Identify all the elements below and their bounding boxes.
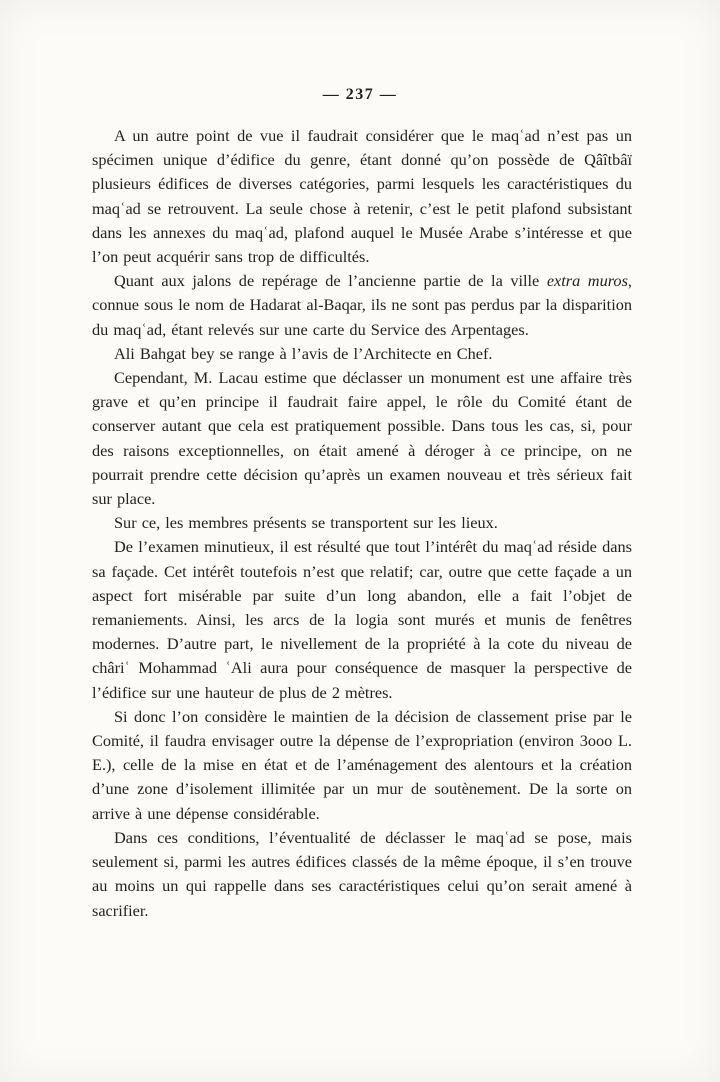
text-run: Ali Bahgat bey se range à l’avis de l’Architecte en Chef. — [114, 343, 493, 363]
paragraph — [92, 124, 632, 269]
italic-run: extra muros — [546, 271, 628, 291]
paragraph — [92, 535, 632, 704]
text-run: Si donc l’on considère le maintien de la décision de classement prise par le Comité, il faudra envisager outre la dépense de l’expropriation (environ 3ooo L. E.), celle de la mise en état et de l’aménagement des alentours et la création d’une zone d’isolement illimitée par un mur de soutènement. De la sorte on arrive à une dépense considérable. — [92, 706, 632, 823]
page-number: — 237 — — [322, 86, 398, 103]
text-run: , connue sous le nom de Hadarat al-Baqar, ils ne sont pas perdus par la disparition du maqʿad, étant relevés sur une carte du Service des Arpentages. — [92, 271, 632, 339]
text-run: Sur ce, les membres présents se transportent sur les lieux. — [114, 513, 498, 533]
text-run: Cependant, M. Lacau estime que déclasser un monument est une affaire très grave et qu’en principe il faudrait faire appel, le rôle du Comité étant de conserver autant que cela est pratiquement possible. Dans tous les cas, si, pour des raisons exceptionnelles, on était amené à déroger à ce principe, on ne pourrait prendre cette décision qu’après un examen nouveau et très sérieux fait sur place. — [92, 368, 632, 509]
text-run: Quant aux jalons de repérage de l’ancienne partie de la ville — [114, 271, 547, 291]
paragraph — [92, 366, 632, 511]
text-run: A un autre point de vue il faudrait considérer que le maqʿad n’est pas un spécimen unique d’édifice du genre, étant donné qu’on possède de Qâîtbâï plusieurs édifices de diverses catégories, parmi lesquels les caractéristiques du maqʿad se retrouvent. La seule chose à retenir, c’est le petit plafond subsistant dans les annexes du maqʿad, plafond auquel le Musée Arabe s’intéresse et que l’on peut acquérir sans trop de difficultés. — [92, 126, 632, 267]
text-run: De l’examen minutieux, il est résulté que tout l’intérêt du maqʿad réside dans sa façade. Cet intérêt toutefois n’est que relatif; car, outre que cette façade a un aspect fort misérable par suite d’un long abandon, elle a fait l’objet de remaniements. Ainsi, les arcs de la logia sont murés et munis de fenêtres modernes. D’autre part, le nivellement de la propriété à la cote du niveau de châriʿ Mohammad ʿAli aura pour conséquence de masquer la perspective de l’édifice sur une hauteur de plus de 2 mètres. — [92, 537, 632, 702]
paragraph — [92, 342, 632, 366]
paragraph — [92, 269, 632, 342]
paragraph — [92, 511, 632, 535]
paragraph — [92, 705, 632, 826]
paragraph — [92, 826, 632, 923]
text-run: Dans ces conditions, l’éventualité de déclasser le maqʿad se pose, mais seulement si, parmi les autres édifices classés de la même époque, il s’en trouve au moins un qui rappelle dans ses caractéristiques celui qu’on serait amené à sacrifier. — [92, 827, 632, 920]
text-block — [92, 124, 632, 923]
